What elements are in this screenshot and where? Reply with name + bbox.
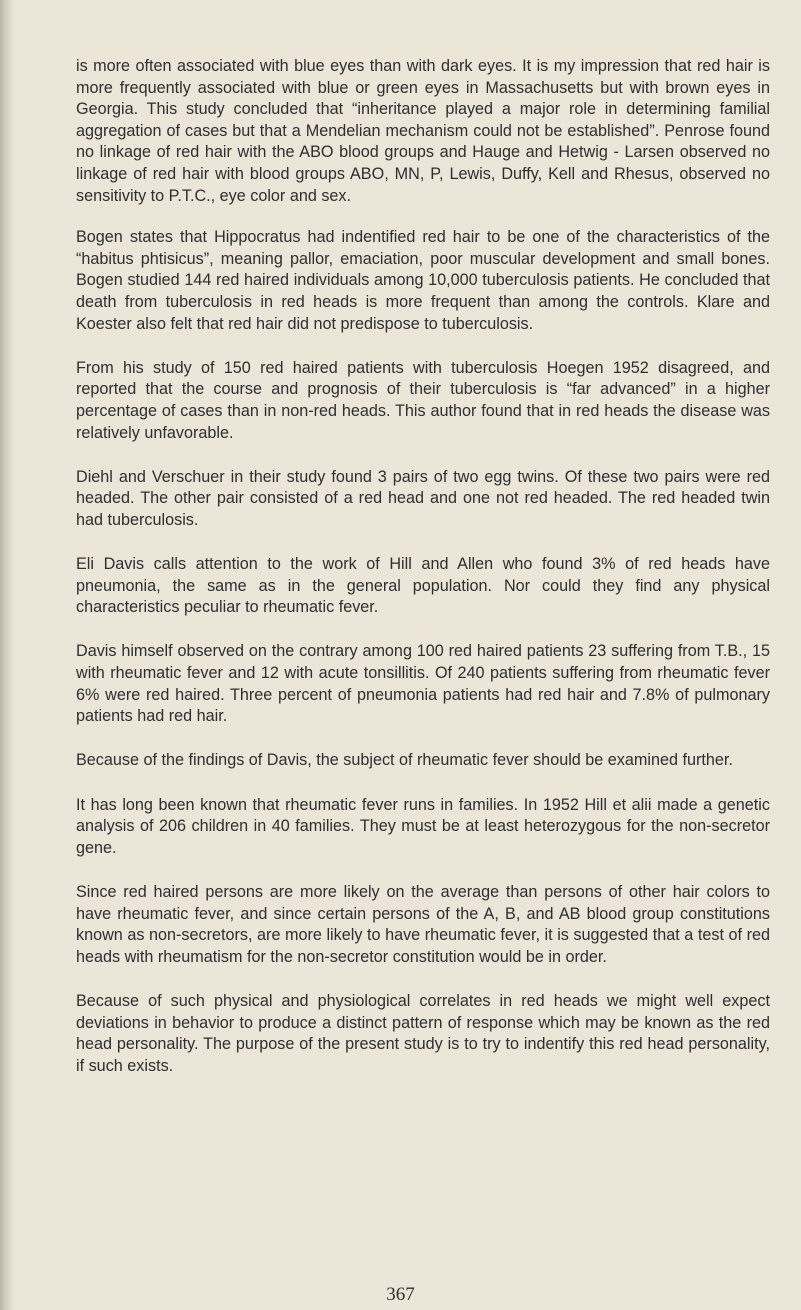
paragraph-hoegen-study: From his study of 150 red haired patients with tuberculosis Hoegen 1952 disagreed, and reported that the course and prognosis of their tuberculosis is “far advanced” in a higher percentage of cases than in non-red heads. This author found that in red heads the disease was relatively unfavorable. (76, 358, 770, 442)
page-number: 367 (386, 1284, 415, 1305)
paragraph-twins-study: Diehl and Verschuer in their study found 3 pairs of two egg twins. Of these two pairs were red headed. The other pair consisted of a red head and one not red headed. The red headed twin had tuberculosis. (76, 467, 770, 529)
paragraph-davis-observations: Davis himself observed on the contrary among 100 red haired patients 23 suffering from T.B., 15 with rheumatic fever and 12 with acute tonsillitis. Of 240 patients suffering from rheumatic fever 6% were red haired. Three percent of pneumonia patients had red hair and 7.8% of pulmonary patients had red hair. (76, 642, 770, 726)
paragraph-bogen-tuberculosis: Bogen states that Hippocratus had indentified red hair to be one of the characteristics of the “habitus phtisicus”, meaning pallor, emaciation, poor muscular development and small bones. Bogen studied 144 red haired individuals among 10,000 tuberculosis patients. He concluded that death from tuberculosis in red heads is more frequent than among the controls. Klare and Koester also felt that red hair did not predispose to tuberculosis. (76, 228, 770, 333)
paragraph-hill-genetic-analysis: It has long been known that rheumatic fever runs in families. In 1952 Hill et alii made a genetic analysis of 206 children in 40 families. They must be at least heterozygous for the non-secretor gene. (76, 795, 770, 857)
paragraph-rheumatic-fever-examine: Because of the findings of Davis, the subject of rheumatic fever should be examined further. (76, 751, 733, 770)
paragraph-study-purpose: Because of such physical and physiological correlates in red heads we might well expect deviations in behavior to produce a distinct pattern of response which may be known as the red head personality. The purpose of the present study is to try to indentify this red head personality, if such exists. (76, 991, 770, 1075)
paragraph-non-secretor-test: Since red haired persons are more likely on the average than persons of other hair colors to have rheumatic fever, and since certain persons of the A, B, and AB blood group constitutions known as non-secretors, are more likely to have rheumatic fever, it is suggested that a test of red heads with rheumatism for the non-secretor constitution would be in order. (76, 882, 770, 966)
page-binding-edge (0, 0, 14, 1310)
paragraph-eli-davis: Eli Davis calls attention to the work of Hill and Allen who found 3% of red heads have pneumonia, the same as in the general population. Nor could they find any physical characteristics peculiar to rheumatic fever. (76, 555, 770, 617)
paragraph-red-hair-eye-color: is more often associated with blue eyes than with dark eyes. It is my impression that red hair is more frequently associated with blue or green eyes in Massachusetts but with brown eyes in Georgia. This study concluded that “inheritance played a major role in determining familial aggregation of cases but that a Mendelian mechanism could not be established”. Penrose found no linkage of red hair with the ABO blood groups and Hauge and Hetwig - Larsen observed no linkage of red hair with blood groups ABO, MN, P, Lewis, Duffy, Kell and Rhesus, observed no sensitivity to P.T.C., eye color and sex. (76, 57, 770, 205)
document-page (76, 56, 770, 1100)
